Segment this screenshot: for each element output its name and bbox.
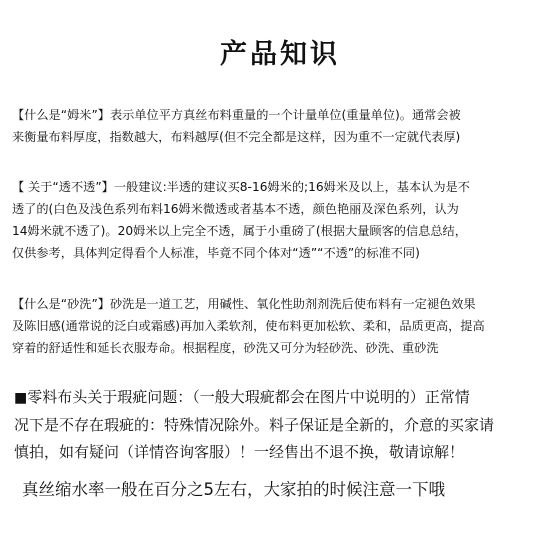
page-title: 产品知识 bbox=[220, 39, 340, 70]
section-momme-line-2: 来衡量布料厚度，指数越大，布料越厚(但不完全都是这样，因为重不一定就代表厚) bbox=[12, 130, 461, 144]
defect-notice-line-3: 慎拍，如有疑问（详情咨询客服）！一经售出不退不换，敬请谅解！ bbox=[14, 443, 465, 461]
section-sand-wash-line-3: 穿着的舒适性和延长衣服寿命。根据程度，砂洗又可分为轻砂洗、砂洗、重砂洗 bbox=[12, 341, 439, 355]
section-sand-wash bbox=[12, 293, 552, 359]
section-sand-wash-line-1: 【什么是“砂洗”】砂洗是一道工艺，用碱性、氧化性助剂剂洗后使布料有一定褪色效果 bbox=[12, 297, 476, 311]
section-momme-line-1: 【什么是“姆米”】表示单位平方真丝布料重量的一个计量单位(重量单位)。通常会被 bbox=[12, 108, 461, 122]
defect-notice-line-2: 况下是不存在瑕疵的：特殊情况除外。料子保证是全新的，介意的买家请 bbox=[14, 416, 495, 434]
section-transparency-line-2: 透了的(白色及浅色系列布料16姆米微透或者基本不透，颜色艳丽及深色系列，认为 bbox=[12, 202, 459, 216]
shrinkage-note: 真丝缩水率一般在百分之5左右，大家拍的时候注意一下哦 bbox=[22, 480, 445, 499]
section-sand-wash-line-2: 及陈旧感(通常说的泛白或霜感)再加入柔软剂，使布料更加松软、柔和，品质更高，提高 bbox=[12, 319, 485, 333]
defect-notice-line-1 bbox=[14, 384, 554, 412]
section-transparency-line-4: 仅供参考，具体判定得看个人标准，毕竟不同个体对“透”“不透”的标准不同) bbox=[12, 246, 420, 260]
defect-notice bbox=[14, 384, 554, 466]
square-bullet-icon: ■ bbox=[14, 390, 28, 406]
section-momme bbox=[12, 104, 552, 148]
defect-notice-line-1-text: 零料布头关于瑕疵问题：（一般大瑕疵都会在图片中说明的）正常情 bbox=[27, 388, 470, 406]
section-transparency-line-3: 14姆米就不透了)。20姆米以上完全不透，属于小重磅了(根据大量顾客的信息总结， bbox=[12, 224, 467, 238]
section-transparency bbox=[12, 176, 552, 264]
section-transparency-line-1: 【 关于“透不透”】一般建议:半透的建议买8-16姆米的;16姆米及以上，基本认为是不 bbox=[12, 180, 470, 194]
